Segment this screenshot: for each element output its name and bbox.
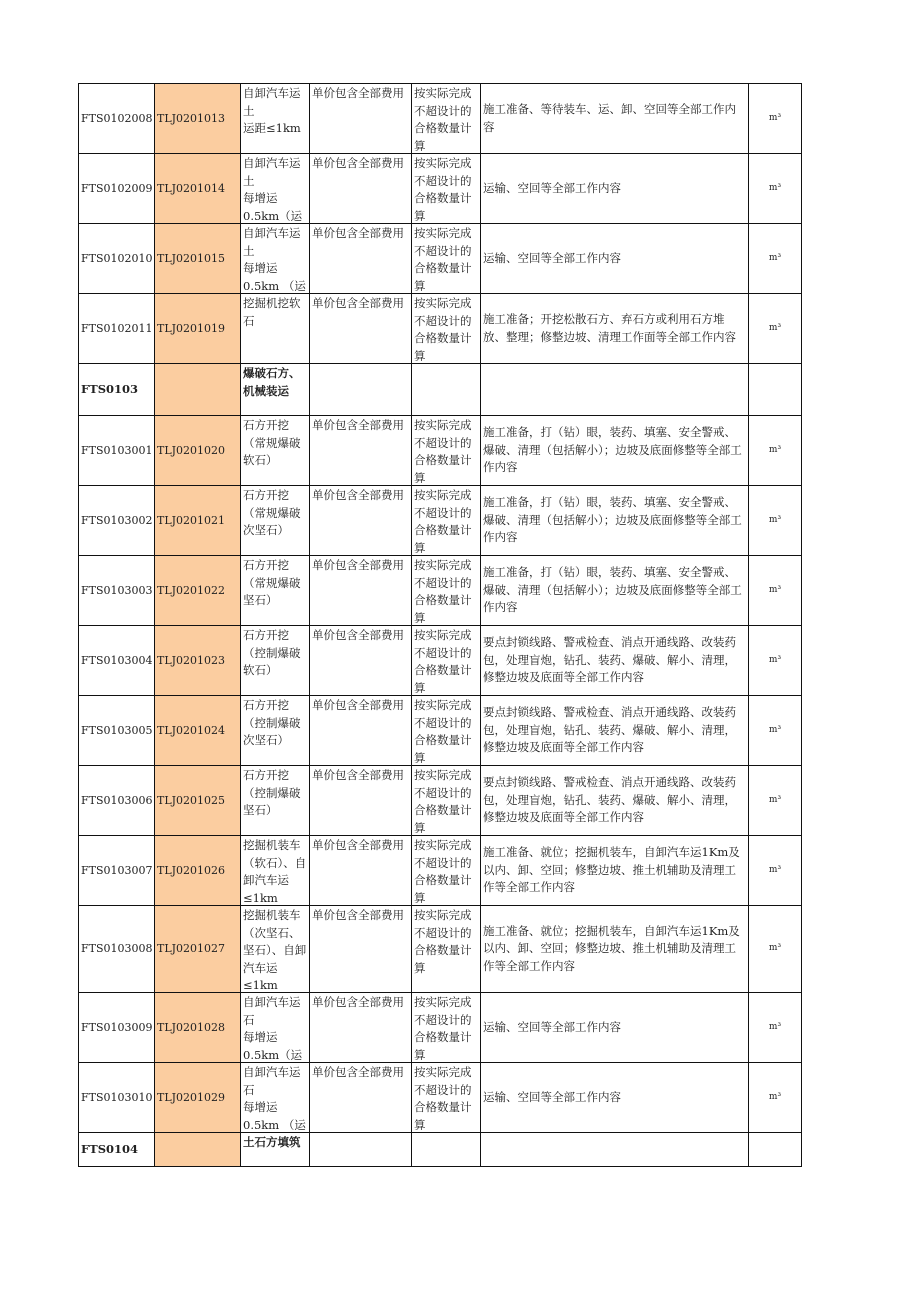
price-note-cell: 单价包含全部费用 xyxy=(310,993,412,1063)
item-name-cell: 自卸汽车运土 每增运0.5km （运 xyxy=(241,224,310,294)
work-content-cell xyxy=(481,1133,749,1167)
table-row xyxy=(79,993,802,1063)
work-content-cell: 运输、空回等全部工作内容 xyxy=(481,154,749,224)
item-name-cell: 挖掘机挖软石 xyxy=(241,294,310,364)
section-row xyxy=(79,364,802,416)
unit-cell: m³ xyxy=(749,416,802,486)
price-note-cell xyxy=(310,1133,412,1167)
table-row xyxy=(79,416,802,486)
tlj-code-cell: TLJ0201026 xyxy=(155,836,241,906)
item-name-cell: 挖掘机装车（软石）、自卸汽车运≤1km xyxy=(241,836,310,906)
code-cell: FTS0103005 xyxy=(79,696,155,766)
price-note-cell: 单价包含全部费用 xyxy=(310,906,412,993)
unit-cell: m³ xyxy=(749,836,802,906)
work-content-cell: 施工准备；开挖松散石方、弃石方或利用石方堆放、整理；修整边坡、清理工作面等全部工作内容 xyxy=(481,294,749,364)
code-cell: FTS0103009 xyxy=(79,993,155,1063)
code-cell: FTS0103001 xyxy=(79,416,155,486)
table-row xyxy=(79,556,802,626)
tlj-code-cell xyxy=(155,364,241,416)
tlj-code-cell: TLJ0201022 xyxy=(155,556,241,626)
price-note-cell: 单价包含全部费用 xyxy=(310,294,412,364)
unit-cell xyxy=(749,1133,802,1167)
tlj-code-cell: TLJ0201019 xyxy=(155,294,241,364)
unit-cell xyxy=(749,364,802,416)
work-content-cell: 施工准备、就位；挖掘机装车，自卸汽车运1Km及以内、卸、空回；修整边坡、推土机辅助及清理工作等全部工作内容 xyxy=(481,906,749,993)
unit-cell: m³ xyxy=(749,766,802,836)
item-name-cell: 土石方填筑 xyxy=(241,1133,310,1167)
tlj-code-cell: TLJ0201027 xyxy=(155,906,241,993)
item-name-cell: 石方开挖（控制爆破次坚石） xyxy=(241,696,310,766)
unit-cell: m³ xyxy=(749,1063,802,1133)
tlj-code-cell: TLJ0201028 xyxy=(155,993,241,1063)
work-content-cell xyxy=(481,364,749,416)
work-content-cell: 施工准备、等待装车、运、卸、空回等全部工作内容 xyxy=(481,84,749,154)
measure-rule-cell: 按实际完成不超设计的合格数量计算 xyxy=(412,993,481,1063)
item-name-cell: 自卸汽车运石 每增运0.5km（运 xyxy=(241,993,310,1063)
unit-cell: m³ xyxy=(749,224,802,294)
table-row xyxy=(79,294,802,364)
work-content-cell: 施工准备，打（钻）眼，装药、填塞、安全警戒、爆破、清理（包括解小）；边坡及底面修整等全部工作内容 xyxy=(481,556,749,626)
code-cell: FTS0103002 xyxy=(79,486,155,556)
price-note-cell xyxy=(310,364,412,416)
unit-cell: m³ xyxy=(749,154,802,224)
price-note-cell: 单价包含全部费用 xyxy=(310,836,412,906)
price-note-cell: 单价包含全部费用 xyxy=(310,84,412,154)
section-row xyxy=(79,1133,802,1167)
unit-cell: m³ xyxy=(749,486,802,556)
measure-rule-cell: 按实际完成不超设计的合格数量计算 xyxy=(412,486,481,556)
table-row xyxy=(79,766,802,836)
code-cell: FTS0103007 xyxy=(79,836,155,906)
item-name-cell: 石方开挖（常规爆破软石） xyxy=(241,416,310,486)
item-name-cell: 自卸汽车运土 运距≤1km xyxy=(241,84,310,154)
code-cell: FTS0102009 xyxy=(79,154,155,224)
work-content-cell: 要点封锁线路、警戒检查、消点开通线路、改装药包，处理盲炮，钻孔、装药、爆破、解小、清理，修整边坡及底面等全部工作内容 xyxy=(481,696,749,766)
tlj-code-cell: TLJ0201025 xyxy=(155,766,241,836)
price-note-cell: 单价包含全部费用 xyxy=(310,416,412,486)
item-name-cell: 石方开挖（常规爆破坚石） xyxy=(241,556,310,626)
price-note-cell: 单价包含全部费用 xyxy=(310,556,412,626)
tlj-code-cell: TLJ0201029 xyxy=(155,1063,241,1133)
code-cell: FTS0103010 xyxy=(79,1063,155,1133)
table-row xyxy=(79,836,802,906)
quantity-table xyxy=(78,83,802,1167)
measure-rule-cell: 按实际完成不超设计的合格数量计算 xyxy=(412,556,481,626)
price-note-cell: 单价包含全部费用 xyxy=(310,696,412,766)
table-row xyxy=(79,906,802,993)
price-note-cell: 单价包含全部费用 xyxy=(310,626,412,696)
measure-rule-cell xyxy=(412,1133,481,1167)
measure-rule-cell: 按实际完成不超设计的合格数量计算 xyxy=(412,1063,481,1133)
tlj-code-cell: TLJ0201020 xyxy=(155,416,241,486)
tlj-code-cell: TLJ0201015 xyxy=(155,224,241,294)
tlj-code-cell xyxy=(155,1133,241,1167)
price-note-cell: 单价包含全部费用 xyxy=(310,486,412,556)
code-cell: FTS0103004 xyxy=(79,626,155,696)
tlj-code-cell: TLJ0201013 xyxy=(155,84,241,154)
unit-cell: m³ xyxy=(749,556,802,626)
unit-cell: m³ xyxy=(749,906,802,993)
code-cell: FTS0103 xyxy=(79,364,155,416)
work-content-cell: 施工准备，打（钻）眼，装药、填塞、安全警戒、爆破、清理（包括解小）；边坡及底面修整等全部工作内容 xyxy=(481,486,749,556)
work-content-cell: 运输、空回等全部工作内容 xyxy=(481,993,749,1063)
unit-cell: m³ xyxy=(749,626,802,696)
measure-rule-cell: 按实际完成不超设计的合格数量计算 xyxy=(412,836,481,906)
table-row xyxy=(79,1063,802,1133)
measure-rule-cell: 按实际完成不超设计的合格数量计算 xyxy=(412,294,481,364)
table-row xyxy=(79,224,802,294)
code-cell: FTS0103006 xyxy=(79,766,155,836)
price-note-cell: 单价包含全部费用 xyxy=(310,766,412,836)
tlj-code-cell: TLJ0201023 xyxy=(155,626,241,696)
item-name-cell: 自卸汽车运石 每增运0.5km （运 xyxy=(241,1063,310,1133)
item-name-cell: 爆破石方、机械装运 xyxy=(241,364,310,416)
code-cell: FTS0102011 xyxy=(79,294,155,364)
unit-cell: m³ xyxy=(749,294,802,364)
table-row xyxy=(79,486,802,556)
price-note-cell: 单价包含全部费用 xyxy=(310,224,412,294)
item-name-cell: 石方开挖（控制爆破坚石） xyxy=(241,766,310,836)
work-content-cell: 施工准备、就位；挖掘机装车，自卸汽车运1Km及以内、卸、空回；修整边坡、推土机辅助及清理工作等全部工作内容 xyxy=(481,836,749,906)
table-row xyxy=(79,84,802,154)
item-name-cell: 石方开挖（控制爆破软石） xyxy=(241,626,310,696)
work-content-cell: 运输、空回等全部工作内容 xyxy=(481,224,749,294)
table-row xyxy=(79,154,802,224)
measure-rule-cell: 按实际完成不超设计的合格数量计算 xyxy=(412,906,481,993)
unit-cell: m³ xyxy=(749,84,802,154)
measure-rule-cell: 按实际完成不超设计的合格数量计算 xyxy=(412,416,481,486)
code-cell: FTS0102010 xyxy=(79,224,155,294)
measure-rule-cell: 按实际完成不超设计的合格数量计算 xyxy=(412,84,481,154)
code-cell: FTS0104 xyxy=(79,1133,155,1167)
tlj-code-cell: TLJ0201024 xyxy=(155,696,241,766)
tlj-code-cell: TLJ0201021 xyxy=(155,486,241,556)
work-content-cell: 要点封锁线路、警戒检查、消点开通线路、改装药包，处理盲炮，钻孔、装药、爆破、解小、清理，修整边坡及底面等全部工作内容 xyxy=(481,766,749,836)
price-note-cell: 单价包含全部费用 xyxy=(310,1063,412,1133)
work-content-cell: 运输、空回等全部工作内容 xyxy=(481,1063,749,1133)
work-content-cell: 要点封锁线路、警戒检查、消点开通线路、改装药包，处理盲炮，钻孔、装药、爆破、解小、清理，修整边坡及底面等全部工作内容 xyxy=(481,626,749,696)
code-cell: FTS0103008 xyxy=(79,906,155,993)
measure-rule-cell: 按实际完成不超设计的合格数量计算 xyxy=(412,626,481,696)
measure-rule-cell: 按实际完成不超设计的合格数量计算 xyxy=(412,766,481,836)
unit-cell: m³ xyxy=(749,993,802,1063)
work-content-cell: 施工准备，打（钻）眼，装药、填塞、安全警戒、爆破、清理（包括解小）；边坡及底面修整等全部工作内容 xyxy=(481,416,749,486)
code-cell: FTS0102008 xyxy=(79,84,155,154)
price-note-cell: 单价包含全部费用 xyxy=(310,154,412,224)
item-name-cell: 挖掘机装车（次坚石、坚石）、自卸汽车运≤1km xyxy=(241,906,310,993)
table-row xyxy=(79,626,802,696)
code-cell: FTS0103003 xyxy=(79,556,155,626)
measure-rule-cell: 按实际完成不超设计的合格数量计算 xyxy=(412,224,481,294)
item-name-cell: 自卸汽车运土 每增运0.5km（运 xyxy=(241,154,310,224)
tlj-code-cell: TLJ0201014 xyxy=(155,154,241,224)
measure-rule-cell: 按实际完成不超设计的合格数量计算 xyxy=(412,154,481,224)
measure-rule-cell xyxy=(412,364,481,416)
table-row xyxy=(79,696,802,766)
measure-rule-cell: 按实际完成不超设计的合格数量计算 xyxy=(412,696,481,766)
table-body xyxy=(79,84,802,1167)
item-name-cell: 石方开挖（常规爆破次坚石） xyxy=(241,486,310,556)
unit-cell: m³ xyxy=(749,696,802,766)
